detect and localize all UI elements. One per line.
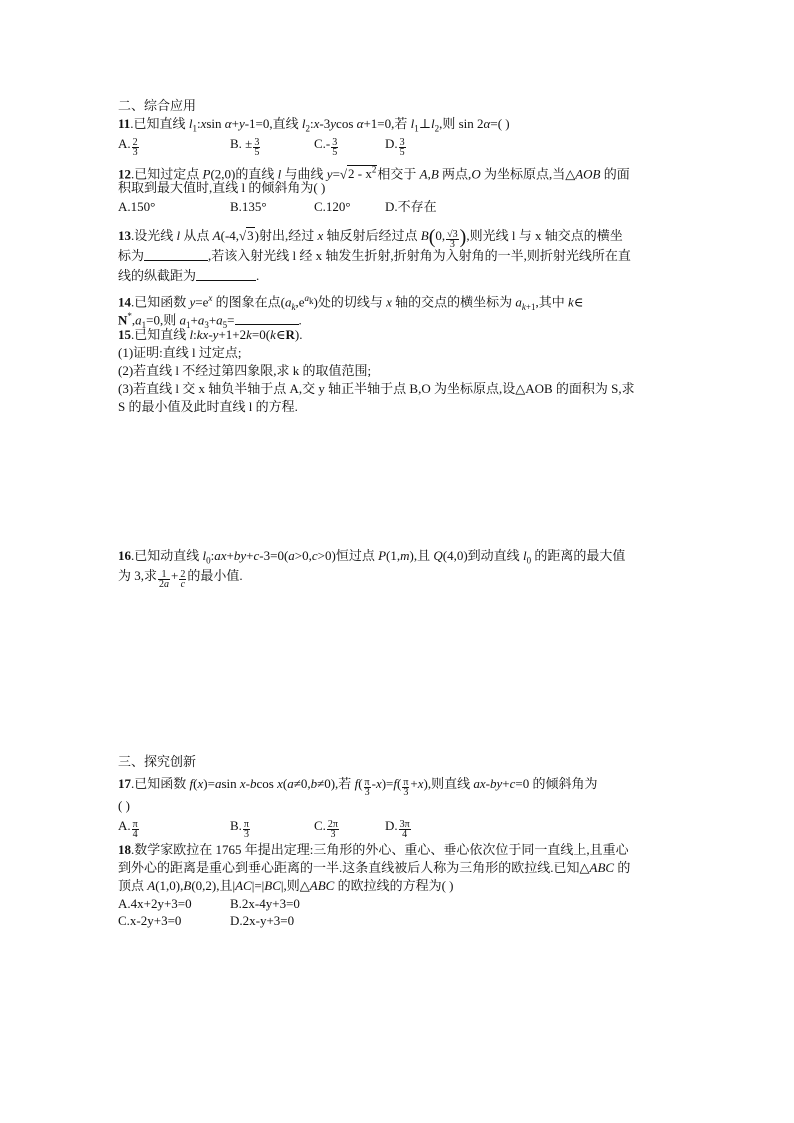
question-13-line3: 线的纵截距为 . bbox=[118, 268, 260, 283]
sqrt-radicand: $2 - x^2$ bbox=[348, 165, 377, 182]
question-15-part2: (2)若直线 l 不经过第四象限,求 k 的取值范围; bbox=[118, 363, 372, 378]
answer-blank[interactable] bbox=[144, 248, 208, 261]
option-12-b: B.135° bbox=[230, 199, 267, 214]
question-number: 13 bbox=[118, 228, 131, 243]
option-18-b: B.2x-4y+3=0 bbox=[230, 896, 300, 911]
question-18: 18.数学家欧拉在 1765 年提出定理:三角形的外心、重心、垂心依次位于同一直线上,且重心 bbox=[118, 842, 629, 857]
question-17-line2: ( ) bbox=[118, 798, 130, 813]
option-18-c: C.x-2y+3=0 bbox=[118, 913, 182, 928]
option-12-c: C.120° bbox=[314, 199, 351, 214]
question-13: 13.设光线 l 从点 A(-4,√3)射出,经过 x 轴反射后经过点 B(0, $\frac{√3}{3}$ ),则光线 l 与 x 轴交点的横坐 bbox=[118, 226, 623, 250]
option-18-a: A.4x+2y+3=0 bbox=[118, 896, 192, 911]
option-12-a: A.150° bbox=[118, 199, 156, 214]
option-12-d: D.不存在 bbox=[385, 199, 437, 214]
question-12-line2: 积取到最大值时,直线 l 的倾斜角为( ) bbox=[118, 180, 326, 195]
question-number: 12 bbox=[118, 166, 131, 182]
question-14: 14.已知函数 $y=e^x$ 的图象在点$(a_k,e^{a_k})$处的切线与 x 轴的交点的横坐标为 $a_{k+1}$,其中 k∈ bbox=[118, 293, 584, 312]
question-17: 17.已知函数 f(x)=asin x-bcos x(a≠0,b≠0),若 f( $\frac{\pi}{3}$ -x)=f( $\frac{\pi}{3}$ +x),则直线 ax-by+c=0 的倾斜角为 bbox=[118, 776, 598, 798]
option-17-b: B. $\frac{\pi}{3}$ bbox=[230, 818, 249, 840]
option-18-d: D.2x-y+3=0 bbox=[230, 913, 295, 928]
section-heading-2: 二、综合应用 bbox=[118, 98, 197, 113]
answer-blank[interactable] bbox=[196, 268, 256, 281]
question-16: 16.已知动直线 $l_0:ax+by+c-3=0(a>0,c>0)$恒过点 P(1,m),且 Q(4,0)到动直线 $l_0$ 的距离的最大值 bbox=[118, 548, 626, 566]
question-18-line3: 顶点 A(1,0),B(0,2),且|AC|=|BC|,则△ABC 的欧拉线的方程为( ) bbox=[118, 878, 454, 893]
question-15-part1: (1)证明:直线 l 过定点; bbox=[118, 345, 242, 360]
question-11-stem: .已知直线 $l_1:xsin$ α+y-1=0,直线 $l_2:x-3ycos$ α+1=0,若 $l_1\perp l_2$,则 sin 2α=( ) bbox=[130, 116, 510, 134]
question-15: 15.已知直线 l:kx-y+1+2k=0(k∈R). bbox=[118, 327, 303, 342]
question-number: 11 bbox=[118, 116, 131, 131]
question-15-part4: S 的最小值及此时直线 l 的方程. bbox=[118, 399, 298, 414]
option-11-c: C.- $\frac{3}{5}$ bbox=[314, 136, 338, 158]
option-11-a: A. $\frac{2}{3}$ bbox=[118, 136, 138, 158]
section-heading-3: 三、探究创新 bbox=[118, 754, 197, 769]
question-13-line2: 标为 ,若该入射光线 l 经 x 轴发生折射,折射角为入射角的一半,则折射光线所在直 bbox=[118, 248, 631, 263]
question-15-part3: (3)若直线 l 交 x 轴负半轴于点 A,交 y 轴正半轴于点 B,O 为坐标原点,设△AOB 的面积为 S,求 bbox=[118, 381, 635, 396]
question-16-line2: 为 3,求 $\frac{1}{2a}$ + $\frac{2}{c}$ 的最小值. bbox=[118, 568, 243, 590]
question-14-line2: $N^*,a_1=0$,则 $a_1+a_3+a_5=$ . bbox=[118, 311, 302, 330]
option-11-d: D. $\frac{3}{5}$ bbox=[385, 136, 405, 158]
option-17-a: A. $\frac{\pi}{4}$ bbox=[118, 818, 138, 840]
option-17-c: C. $\frac{2\pi}{3}$ bbox=[314, 818, 338, 840]
option-17-d: D. $\frac{3\pi}{4}$ bbox=[385, 818, 410, 840]
answer-blank[interactable] bbox=[235, 312, 299, 325]
question-12: 12.已知过定点 P(2,0)的直线 l 与曲线 $y=√2 - x^2$相交于 A,B 两点,O 为坐标原点,当△AOB 的面 bbox=[118, 165, 630, 182]
question-11 bbox=[118, 116, 510, 137]
option-11-b: B. ± $\frac{3}{5}$ bbox=[230, 136, 260, 158]
question-18-line2: 到外心的距离是重心到垂心距离的一半.这条直线被后人称为三角形的欧拉线.已知△ABC 的 bbox=[118, 860, 631, 875]
